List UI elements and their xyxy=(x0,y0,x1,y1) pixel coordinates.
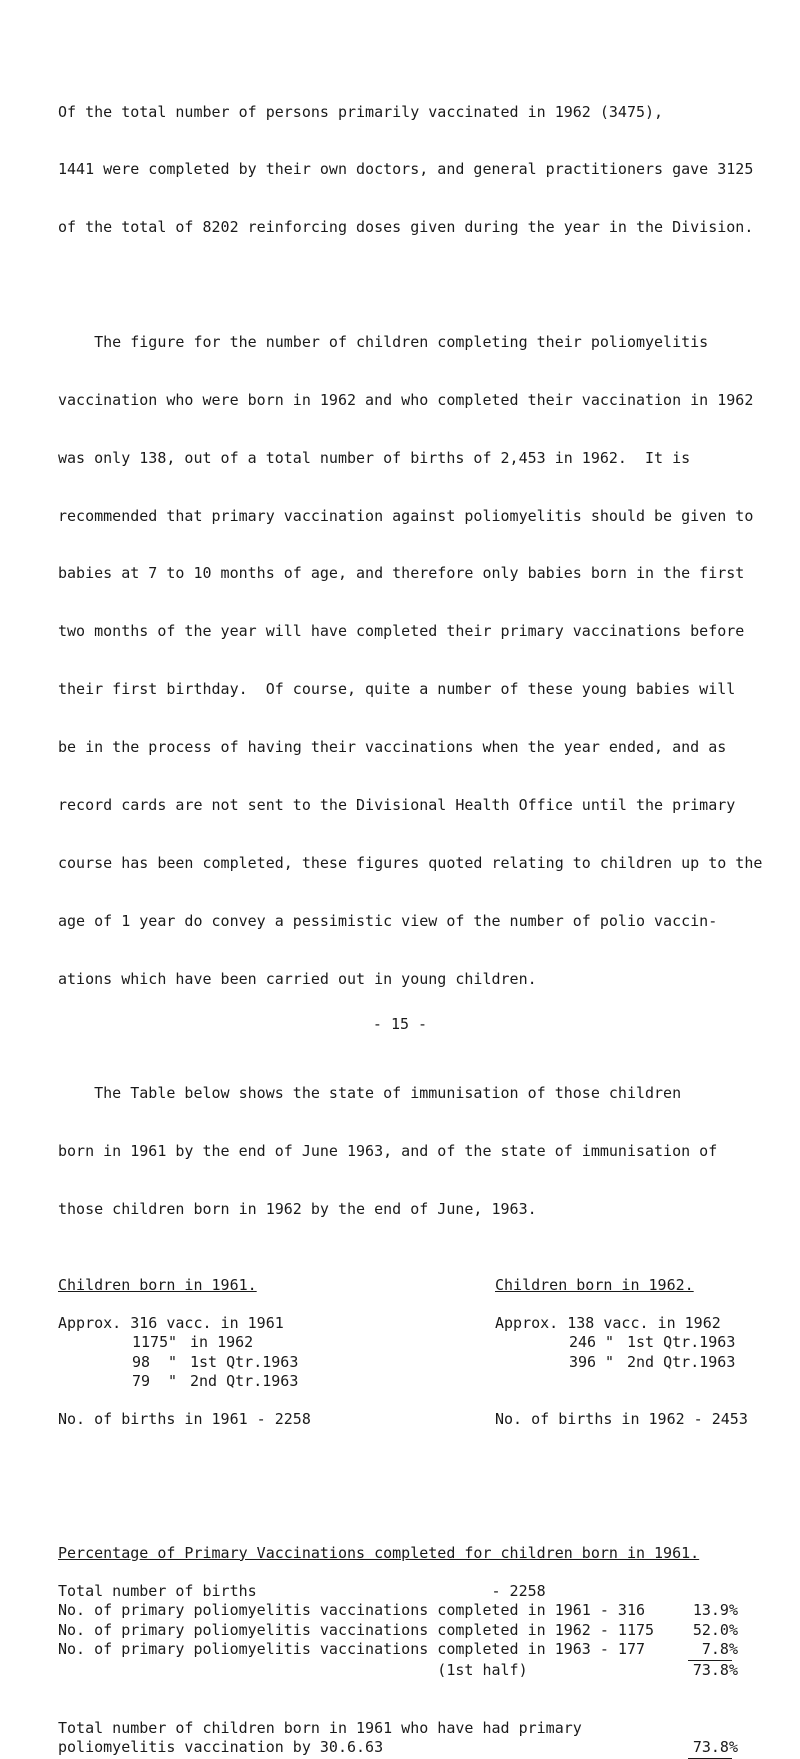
vacc-row xyxy=(58,1333,453,1352)
row-percent: 7.8% xyxy=(701,1640,738,1658)
ditto-mark: " xyxy=(605,1333,615,1352)
vacc-period: in 1962 xyxy=(190,1333,254,1352)
vacc-count: 1175 xyxy=(132,1333,169,1352)
text-line: their first birthday. Of course, quite a number of these young babies will xyxy=(58,680,736,699)
block-heading: Children born in 1961. xyxy=(58,1275,257,1294)
text-line: course has been completed, these figures quoted relating to children up to the xyxy=(58,853,763,872)
intro-paragraph xyxy=(58,64,798,276)
text-line: age of 1 year do convey a pessimistic view of the number of polio vaccin- xyxy=(58,911,718,930)
ditto-mark: " xyxy=(605,1352,615,1371)
immunisation-table xyxy=(58,1276,798,1544)
vacc-period: 1st Qtr.1963 xyxy=(190,1352,299,1371)
row-label: (1st half) xyxy=(58,1661,528,1680)
totals-line: Total number of children born in 1961 who have had primary xyxy=(58,1718,582,1737)
vacc-first-line: Approx. 316 vacc. in 1961 xyxy=(58,1314,284,1333)
vacc-period: 2nd Qtr.1963 xyxy=(190,1372,299,1390)
totals-percent: 73.8% xyxy=(692,1737,738,1756)
table-row xyxy=(58,1601,798,1620)
table-row xyxy=(58,1582,798,1601)
text-line: The figure for the number of children completing their poliomyelitis xyxy=(58,332,709,351)
ditto-mark: " xyxy=(168,1333,178,1352)
totals-row xyxy=(58,1738,798,1757)
children-1961-block xyxy=(58,1276,453,1430)
text-line: was only 138, out of a total number of births of 2,453 in 1962. It is xyxy=(58,448,691,467)
table-row xyxy=(58,1661,798,1680)
text-line: born in 1961 by the end of June 1963, and of the state of immunisation of xyxy=(58,1142,718,1161)
text-line: Of the total number of persons primarily vaccinated in 1962 (3475), xyxy=(58,102,664,121)
text-line: two months of the year will have completed their primary vaccinations before xyxy=(58,622,745,641)
row-label: No. of primary poliomyelitis vaccinations completed in 1963 - 177 xyxy=(58,1640,645,1658)
vacc-period: 1st Qtr.1963 xyxy=(627,1333,736,1352)
vacc-row xyxy=(58,1372,453,1391)
row-percent: 13.9% xyxy=(692,1601,738,1620)
polio-paragraph xyxy=(58,294,798,1027)
vacc-count: 98 xyxy=(132,1352,151,1371)
row-label: Total number of births - 2258 xyxy=(58,1582,546,1601)
table-row xyxy=(58,1640,798,1659)
vacc-period: 2nd Qtr.1963 xyxy=(627,1352,736,1371)
text-line: The Table below shows the state of immunisation of those children xyxy=(58,1084,682,1103)
percentage-table xyxy=(58,1582,798,1680)
text-line: vaccination who were born in 1962 and who completed their vaccination in 1962 xyxy=(58,390,754,409)
text-line: record cards are not sent to the Divisional Health Office until the primary xyxy=(58,795,736,814)
vacc-first-line: Approx. 138 vacc. in 1962 xyxy=(495,1314,721,1333)
text-line: be in the process of having their vaccinations when the year ended, and as xyxy=(58,738,727,757)
vacc-count: 396 xyxy=(569,1352,597,1371)
births-line: No. of births in 1961 - 2258 xyxy=(58,1410,311,1429)
vacc-count: 246 xyxy=(569,1333,597,1352)
row-percent: 52.0% xyxy=(692,1620,738,1639)
ditto-mark: " xyxy=(168,1372,178,1390)
vacc-row xyxy=(495,1333,795,1352)
text-line: ations which have been carried out in young children. xyxy=(58,969,537,988)
table-row xyxy=(58,1621,798,1640)
text-line: 1441 were completed by their own doctors, and general practitioners gave 3125 xyxy=(58,160,754,179)
vacc-row xyxy=(495,1353,795,1372)
document-page xyxy=(58,64,798,1759)
births-line: No. of births in 1962 - 2453 xyxy=(495,1410,748,1428)
block-heading: Children born in 1962. xyxy=(495,1275,694,1294)
vacc-row xyxy=(58,1353,453,1372)
row-label: No. of primary poliomyelitis vaccinations completed in 1961 - 316 xyxy=(58,1601,645,1620)
row-label: No. of primary poliomyelitis vaccinations completed in 1962 - 1175 xyxy=(58,1620,655,1639)
text-line: recommended that primary vaccination against poliomyelitis should be given to xyxy=(58,506,754,525)
row-percent xyxy=(678,1582,738,1601)
section-heading: Percentage of Primary Vaccinations completed for children born in 1961. xyxy=(58,1543,700,1562)
subtotal-percent: 73.8% xyxy=(692,1661,738,1680)
percentage-section xyxy=(58,1544,798,1681)
totals-section xyxy=(58,1719,798,1759)
text-line: of the total of 8202 reinforcing doses given during the year in the Division. xyxy=(58,218,754,237)
vacc-count: 79 xyxy=(132,1372,151,1390)
text-line: babies at 7 to 10 months of age, and therefore only babies born in the first xyxy=(58,564,745,583)
text-line: those children born in 1962 by the end of June, 1963. xyxy=(58,1199,537,1218)
totals-label: poliomyelitis vaccination by 30.6.63 xyxy=(58,1737,384,1756)
ditto-mark: " xyxy=(168,1352,178,1371)
page-number: - 15 - xyxy=(372,1015,428,1033)
table-intro-paragraph xyxy=(58,1046,798,1258)
children-1962-block xyxy=(495,1276,795,1429)
